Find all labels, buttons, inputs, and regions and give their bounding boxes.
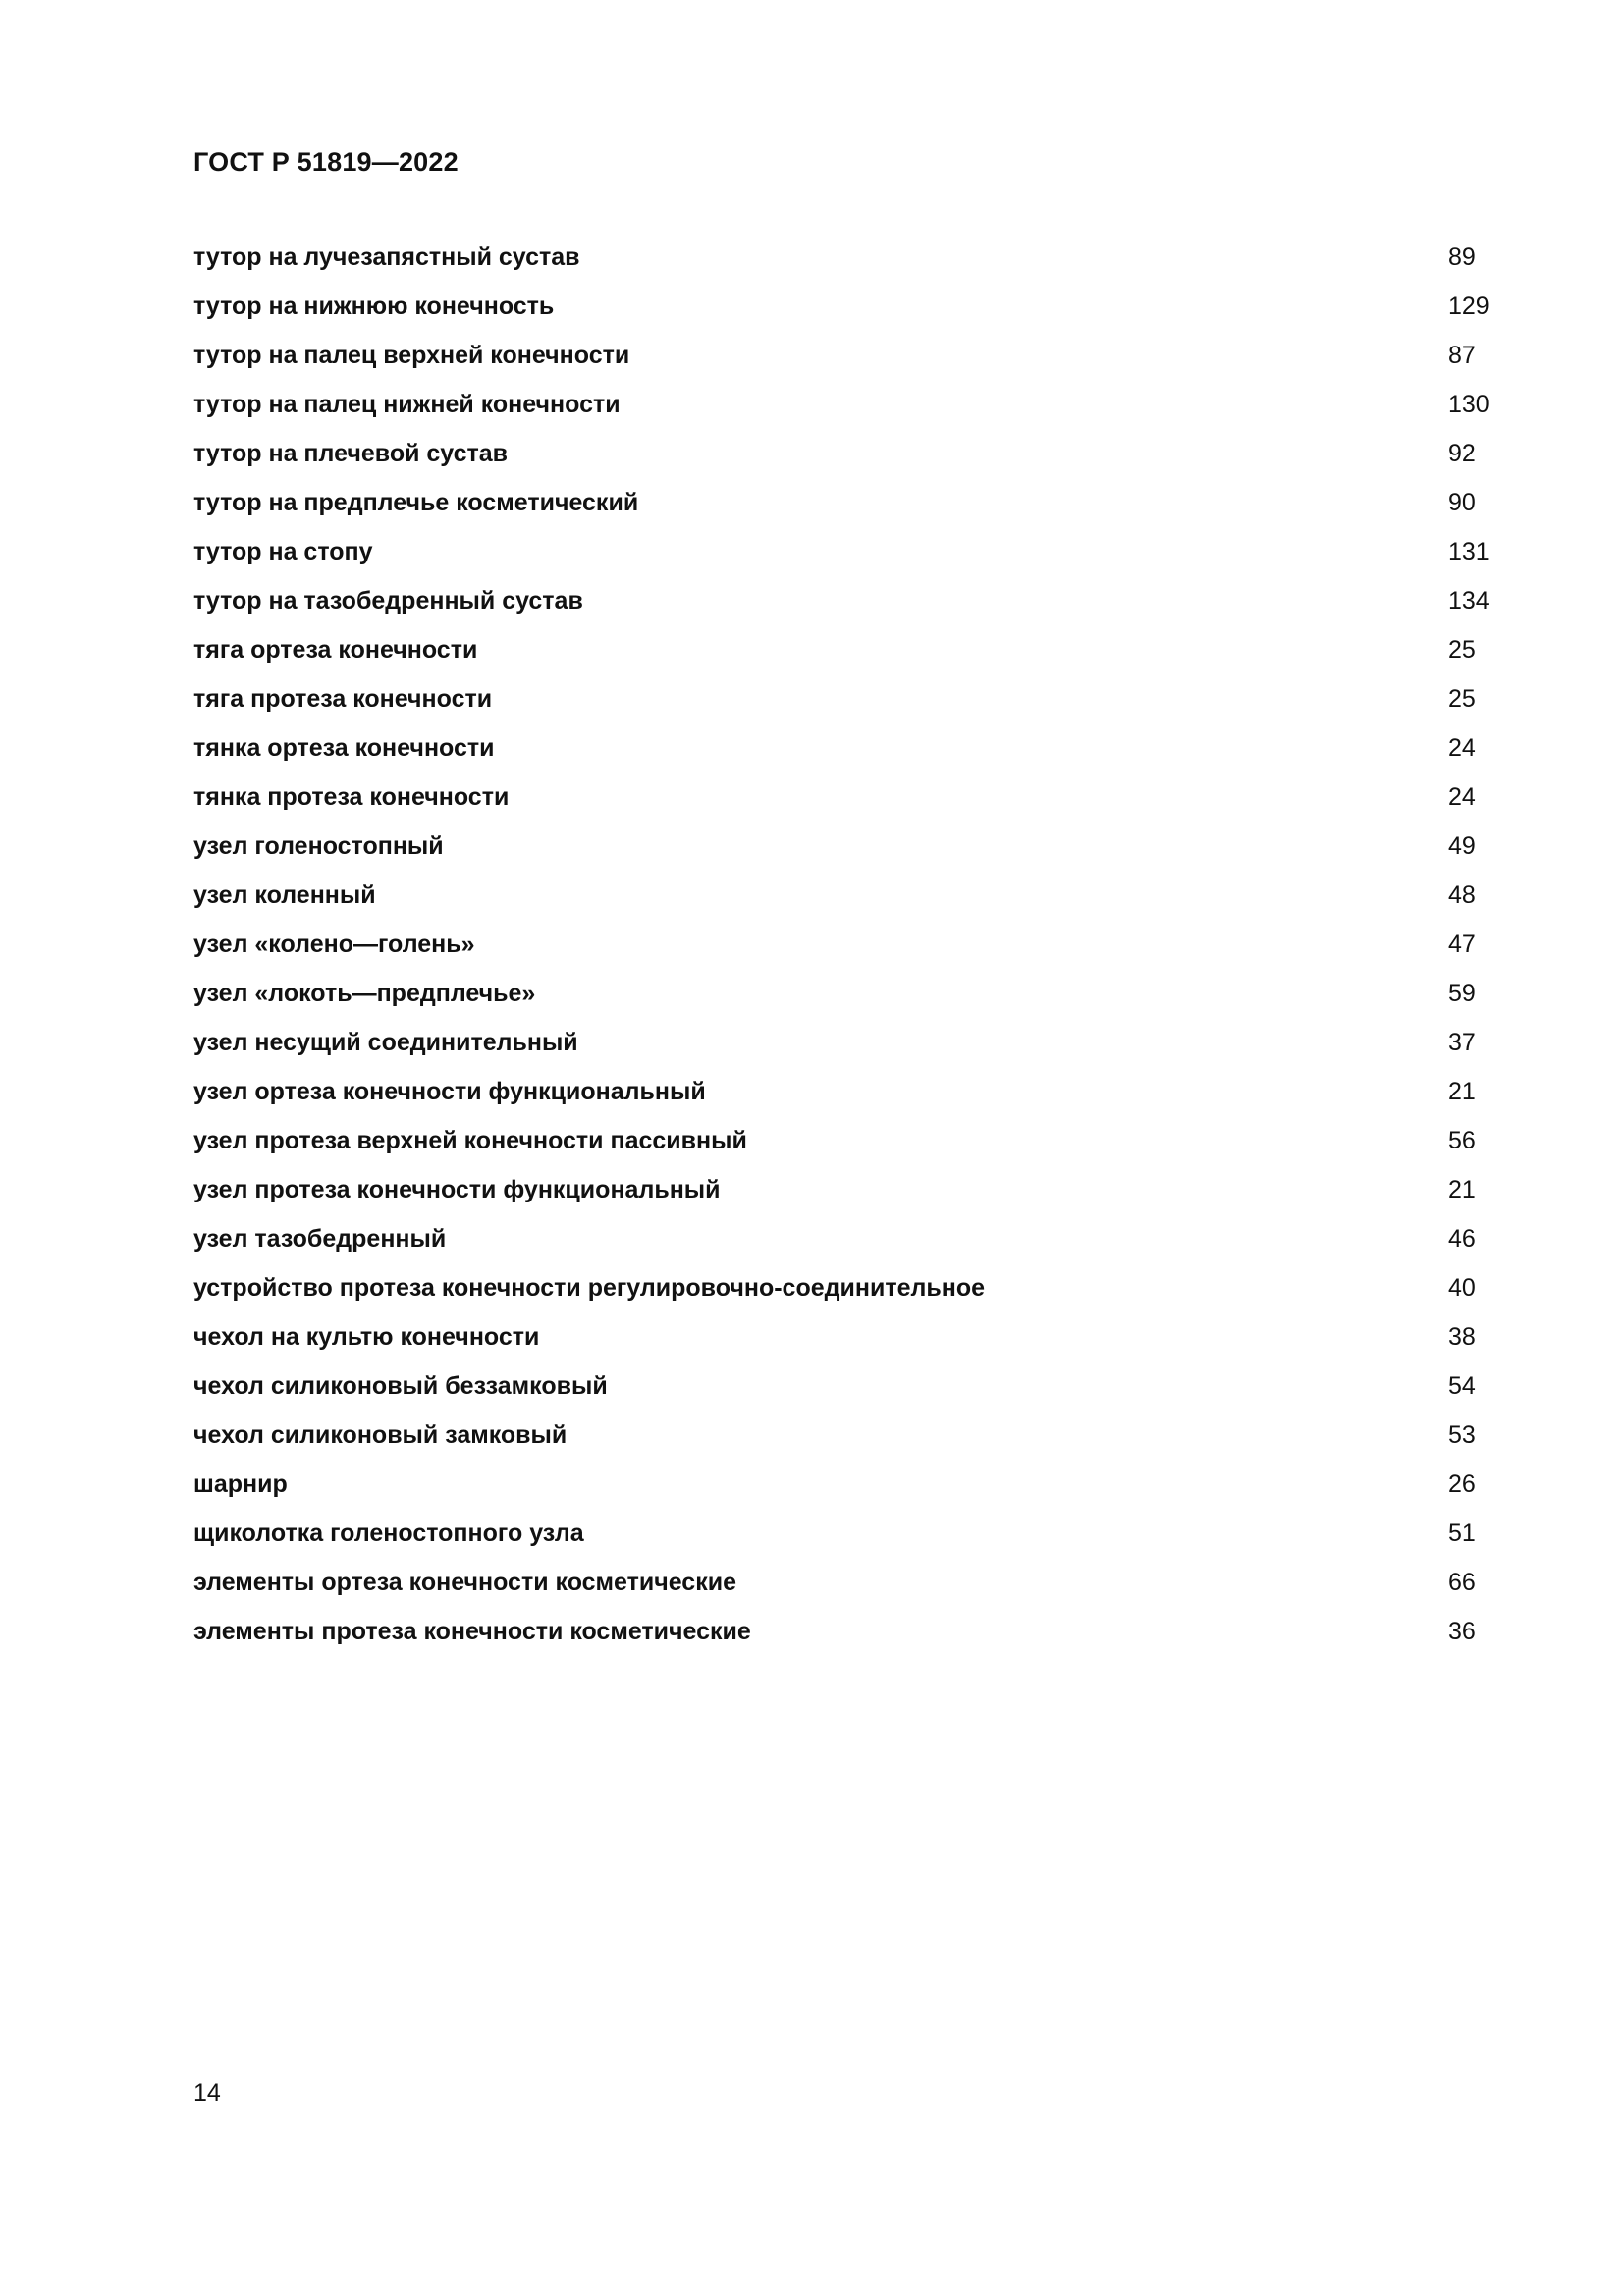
index-page-ref: 89 <box>1448 243 1476 271</box>
index-term: узел голеностопный <box>193 832 444 860</box>
index-page-ref: 25 <box>1448 636 1476 664</box>
index-entry <box>193 1416 1499 1466</box>
index-term: узел «колено—голень» <box>193 931 475 958</box>
index-term: узел коленный <box>193 881 376 909</box>
index-page-ref: 37 <box>1448 1029 1476 1056</box>
index-entry <box>193 1073 1499 1122</box>
index-term: тутор на плечевой сустав <box>193 440 509 467</box>
index-entry <box>193 680 1499 729</box>
index-entry <box>193 1269 1499 1318</box>
index-page-ref: 47 <box>1448 931 1476 958</box>
index-page-ref: 21 <box>1448 1176 1476 1203</box>
index-term: тутор на палец нижней конечности <box>193 391 621 418</box>
index-entry <box>193 1564 1499 1613</box>
index-term: тяга ортеза конечности <box>193 636 478 664</box>
index-term: тутор на лучезапястный сустав <box>193 243 580 271</box>
index-page-ref: 26 <box>1448 1470 1476 1498</box>
index-entry <box>193 729 1499 778</box>
index-entry <box>193 582 1499 631</box>
index-term: тянка протеза конечности <box>193 783 510 811</box>
index-term: узел протеза верхней конечности пассивный <box>193 1127 747 1154</box>
index-term: шарнир <box>193 1470 288 1498</box>
index-entry <box>193 435 1499 484</box>
index-page-ref: 38 <box>1448 1323 1476 1351</box>
index-page-ref: 53 <box>1448 1421 1476 1449</box>
index-term: устройство протеза конечности регулировочно-соединительное <box>193 1274 986 1302</box>
index-term: тутор на стопу <box>193 538 373 565</box>
index-term: узел тазобедренный <box>193 1225 447 1253</box>
index-page-ref: 25 <box>1448 685 1476 713</box>
index-term: тутор на тазобедренный сустав <box>193 587 583 614</box>
index-page-ref: 134 <box>1448 587 1489 614</box>
index-page-ref: 90 <box>1448 489 1476 516</box>
index-page-ref: 24 <box>1448 783 1476 811</box>
index-term: узел ортеза конечности функциональный <box>193 1078 706 1105</box>
index-entry <box>193 1367 1499 1416</box>
index-term: тутор на предплечье косметический <box>193 489 639 516</box>
index-page-ref: 56 <box>1448 1127 1476 1154</box>
index-entry <box>193 239 1499 288</box>
index-entry <box>193 631 1499 680</box>
index-term: тутор на нижнюю конечность <box>193 293 555 320</box>
index-page-ref: 59 <box>1448 980 1476 1007</box>
index-entry <box>193 1613 1499 1662</box>
index-term: чехол на культю конечности <box>193 1323 540 1351</box>
index-term: элементы ортеза конечности косметические <box>193 1569 736 1596</box>
index-entry <box>193 386 1499 435</box>
index-page-ref: 87 <box>1448 342 1476 369</box>
index-entry <box>193 533 1499 582</box>
index-entry <box>193 1318 1499 1367</box>
index-entry <box>193 1515 1499 1564</box>
index-term: тяга протеза конечности <box>193 685 493 713</box>
index-page-ref: 129 <box>1448 293 1489 320</box>
index-page-ref: 51 <box>1448 1520 1476 1547</box>
index-entry <box>193 877 1499 926</box>
index-term: узел протеза конечности функциональный <box>193 1176 721 1203</box>
index-term: элементы протеза конечности косметические <box>193 1618 751 1645</box>
index-page-ref: 24 <box>1448 734 1476 762</box>
page-number: 14 <box>193 2079 221 2107</box>
index-entry <box>193 1122 1499 1171</box>
index-page-ref: 46 <box>1448 1225 1476 1253</box>
alphabetical-index <box>193 239 1499 1662</box>
index-page-ref: 40 <box>1448 1274 1476 1302</box>
index-page-ref: 48 <box>1448 881 1476 909</box>
index-entry <box>193 337 1499 386</box>
index-page-ref: 131 <box>1448 538 1489 565</box>
index-term: щиколотка голеностопного узла <box>193 1520 584 1547</box>
index-entry <box>193 926 1499 975</box>
index-entry <box>193 1171 1499 1220</box>
index-entry <box>193 1466 1499 1515</box>
index-entry <box>193 828 1499 877</box>
index-page-ref: 36 <box>1448 1618 1476 1645</box>
index-page-ref: 21 <box>1448 1078 1476 1105</box>
index-term: узел «локоть—предплечье» <box>193 980 536 1007</box>
index-page-ref: 49 <box>1448 832 1476 860</box>
index-term: чехол силиконовый беззамковый <box>193 1372 608 1400</box>
index-page-ref: 54 <box>1448 1372 1476 1400</box>
index-entry <box>193 975 1499 1024</box>
index-page-ref: 130 <box>1448 391 1489 418</box>
index-entry <box>193 1220 1499 1269</box>
index-entry <box>193 288 1499 337</box>
index-term: узел несущий соединительный <box>193 1029 578 1056</box>
index-term: чехол силиконовый замковый <box>193 1421 568 1449</box>
index-entry <box>193 484 1499 533</box>
document-header: ГОСТ Р 51819—2022 <box>193 147 459 177</box>
index-entry <box>193 778 1499 828</box>
index-entry <box>193 1024 1499 1073</box>
index-page-ref: 92 <box>1448 440 1476 467</box>
index-term: тянка ортеза конечности <box>193 734 495 762</box>
index-term: тутор на палец верхней конечности <box>193 342 630 369</box>
index-page-ref: 66 <box>1448 1569 1476 1596</box>
